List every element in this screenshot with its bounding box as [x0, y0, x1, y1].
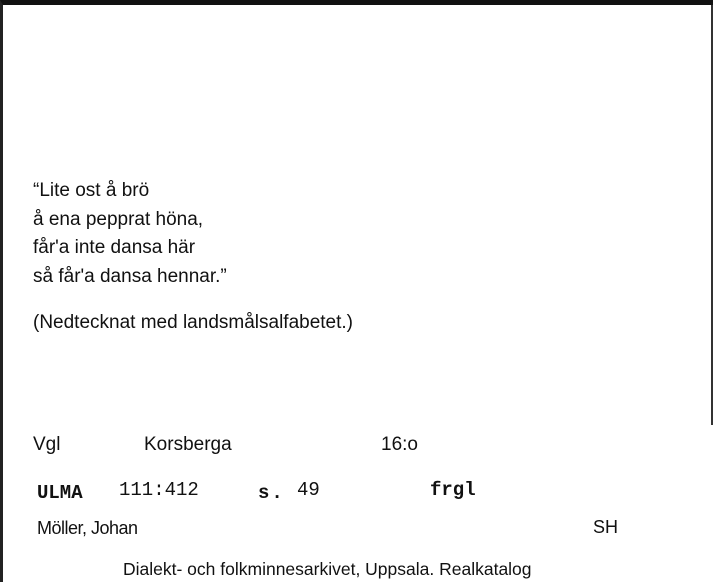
- place-name: Korsberga: [144, 434, 232, 455]
- archive-footer: Dialekt- och folkminnesarkivet, Uppsala. Realkatalog: [123, 559, 532, 579]
- item-code: 16:o: [381, 434, 418, 455]
- region-code: Vgl: [33, 434, 61, 455]
- page-label: s.: [258, 482, 285, 504]
- collector-name: Möller, Johan: [37, 518, 138, 538]
- verse-line: “Lite ost å brö: [33, 180, 150, 201]
- category-code: frgl: [430, 479, 476, 501]
- verse-line: å ena pepprat höna,: [33, 208, 204, 230]
- page-number: 49: [297, 479, 320, 501]
- transcription-note: (Nedtecknat med landsmålsalfabetet.): [33, 312, 353, 333]
- archive-number: 111:412: [119, 479, 199, 501]
- archive-abbreviation: ULMA: [37, 482, 83, 504]
- verse-block: [33, 177, 227, 291]
- signature-initials: SH: [593, 517, 619, 537]
- verse-line: får'a inte dansa här: [33, 237, 196, 258]
- verse-line: så får'a dansa hennar.”: [33, 265, 227, 287]
